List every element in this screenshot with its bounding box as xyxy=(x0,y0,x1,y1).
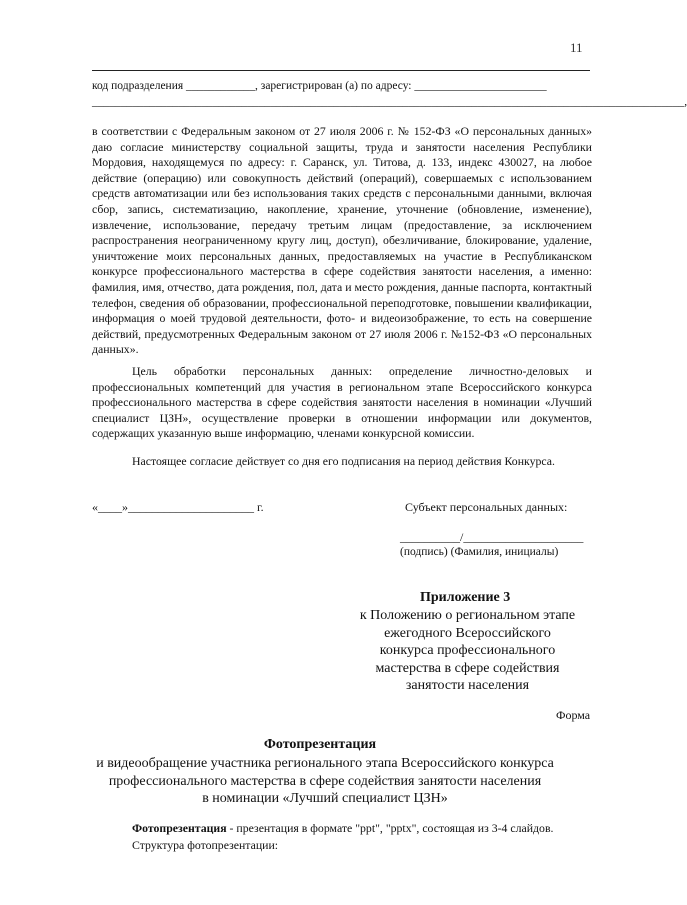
top-rule xyxy=(92,70,590,71)
subtitle-line: в номинации «Лучший специалист ЦЗН» xyxy=(202,791,448,806)
signature-line: __________/____________________ xyxy=(400,530,584,544)
consent-paragraph: в соответствии с Федеральным законом от 27 июля 2006 г. № 152-ФЗ «О персональных данных» даю согласие министерству социальной защиты, труда и занятости населения Республики Мордовия, находящемуся по адресу: г. Саранск, ул. Титова, д. 133, индекс 430027, на любое действие (операцию) или совокупность действий (операций), совершаемых с использованием средств автоматизации или без использования таких средств с персональными данными, включая сбор, запись, систематизацию, накопление, хранение, уточнение (обновление, изменение), извлечение, использование, передачу третьим лицам (предоставление, за исключением распространения неограниченному кругу лиц, доступ), обезличивание, блокирование, удаление, уничтожение моих персональных данных, предоставляемых на участие в Республиканском конкурсе профессионального мастерства в сфере содействия занятости населения, а именно: фамилия, имя, отчество, дата рождения, пол, дата и место рождения, данные паспорта, контактный телефон, сведения об образовании, профессиональной переподготовке, повышении квалификации, информация о моей трудовой деятельности, фото- и видеоизображение, то есть на совершение действий, предусмотренных Федеральным законом от 27 июля 2006 г. №152-ФЗ «О персональных данных». xyxy=(92,124,592,357)
validity-paragraph: Настоящее согласие действует со дня его подписания на период действия Конкурса. xyxy=(132,454,555,468)
presentation-description xyxy=(132,821,553,836)
date-field: «____»_____________________ г. xyxy=(92,500,264,514)
subtitle-line: и видеообращение участника регионального этапа Всероссийского конкурса xyxy=(96,756,554,771)
appendix-title: Приложение 3 xyxy=(420,590,511,605)
presentation-definition: - презентация в формате "ppt", "pptx", состоящая из 3-4 слайдов. xyxy=(226,821,554,835)
form-label: Форма xyxy=(556,708,591,722)
document-subtitle xyxy=(80,755,570,808)
subtitle-line: профессионального мастерства в сфере содействия занятости населения xyxy=(108,773,542,789)
signature-caption: (подпись) (Фамилия, инициалы) xyxy=(400,546,559,558)
appendix-line: ежегодного Всероссийского xyxy=(384,625,551,641)
subject-label: Субъект персональных данных: xyxy=(405,500,568,514)
page-number: 11 xyxy=(570,40,583,55)
presentation-term: Фотопрезентация xyxy=(132,821,227,835)
purpose-paragraph: Цель обработки персональных данных: определение личностно-деловых и профессиональных компетенций для участия в региональном этапе Всероссийского конкурса профессионального мастерства в сфере содействия занятости населения в номинации «Лучший специалист ЦЗН», осуществление проверки в отношении информации или документов, содержащих указанную выше информацию, членами конкурсной комиссии. xyxy=(92,364,592,441)
header-line-1: код подразделения ____________, зарегистрирован (а) по адресу: _______________________ xyxy=(92,80,547,92)
appendix-line: мастерства в сфере содействия xyxy=(375,660,560,676)
appendix-line: к Положению о региональном этапе xyxy=(359,608,576,623)
document-title: Фотопрезентация xyxy=(263,737,377,752)
appendix-line: занятости населения xyxy=(405,678,530,693)
header-line-2: _______________________________________________________________________________________________________, xyxy=(92,96,687,108)
appendix-line: конкурса профессионального xyxy=(379,643,556,658)
appendix-reference xyxy=(345,607,590,695)
structure-label: Структура фотопрезентации: xyxy=(132,838,279,852)
